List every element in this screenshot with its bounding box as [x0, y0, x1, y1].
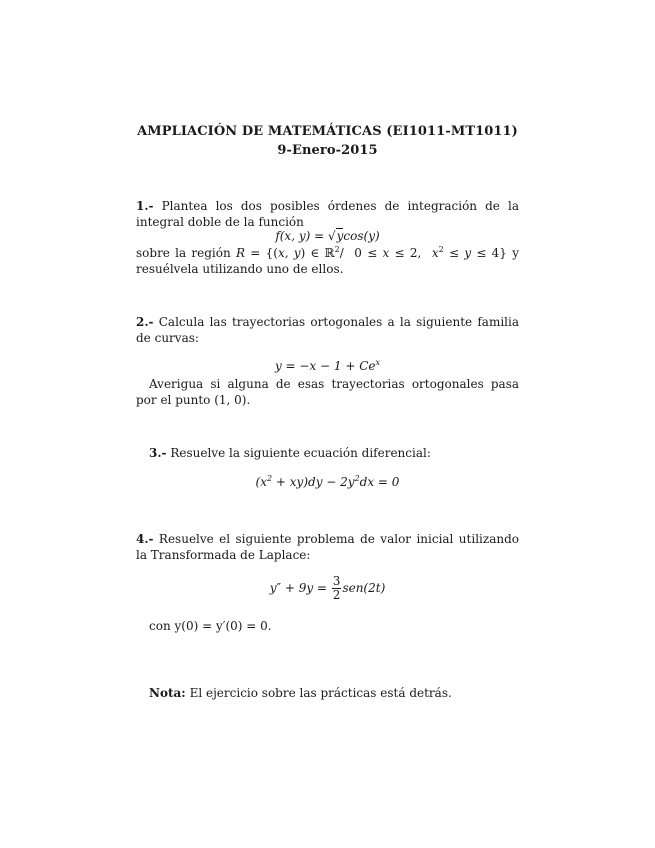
exercise-1-text: Plantea los dos posibles órdenes de integración de la integral doble de la función: [136, 199, 519, 229]
exercise-4-number: 4.-: [136, 532, 154, 546]
exam-date: 9-Enero-2015: [277, 143, 378, 158]
exercise-2-statement: [136, 314, 519, 346]
exercise-1-region-prefix: sobre la región: [136, 246, 231, 260]
exercise-4-statement: [136, 531, 519, 563]
exercise-4-equation: y″ + 9y = $\frac{3}{2}$ sen(2t): [269, 574, 386, 602]
exercise-3-number: 3.-: [149, 446, 167, 460]
exercise-1-number: 1.-: [136, 199, 154, 213]
note-label: Nota:: [149, 686, 186, 700]
exam-title: AMPLIACIÓN DE MATEMÁTICAS (EI1011-MT1011): [137, 124, 518, 139]
exercise-2-number: 2.-: [136, 315, 154, 329]
exercise-3-equation: $(x^2 + xy)dy - 2y^2dx = 0$: [255, 474, 400, 489]
note: [149, 685, 519, 701]
exercise-1-region: sobre la región R = {(x, y) ∈ ℝ$^2$/ 0 ≤ x ≤ 2, $x^2 \le y \le 4$} y resuélvela utilizando uno de ellos.: [136, 245, 519, 276]
exercise-4-condition: con y(0) = y′(0) = 0.: [149, 619, 272, 633]
exercise-1-region-suffix: y resuélvela utilizando uno de ellos.: [136, 246, 519, 276]
exercise-2-question: Averigua si alguna de esas trayectorias ortogonales pasa por el punto (1, 0).: [136, 377, 519, 407]
note-text: El ejercicio sobre las prácticas está detrás.: [189, 686, 452, 700]
exercise-1-function: f(x, y) = √ycos(y): [275, 229, 380, 243]
exercise-1-statement: [136, 198, 519, 230]
exercise-3-text: Resuelve la siguiente ecuación diferencial:: [170, 446, 431, 460]
exercise-4-text: Resuelve el siguiente problema de valor inicial utilizando la Transformada de Laplace:: [136, 532, 519, 562]
exercise-3-statement: [149, 445, 519, 461]
exercise-2-text: Calcula las trayectorias ortogonales a la siguiente familia de curvas:: [136, 315, 519, 345]
exercise-2-equation: $y = -x - 1 + Ce^x$: [274, 358, 381, 373]
